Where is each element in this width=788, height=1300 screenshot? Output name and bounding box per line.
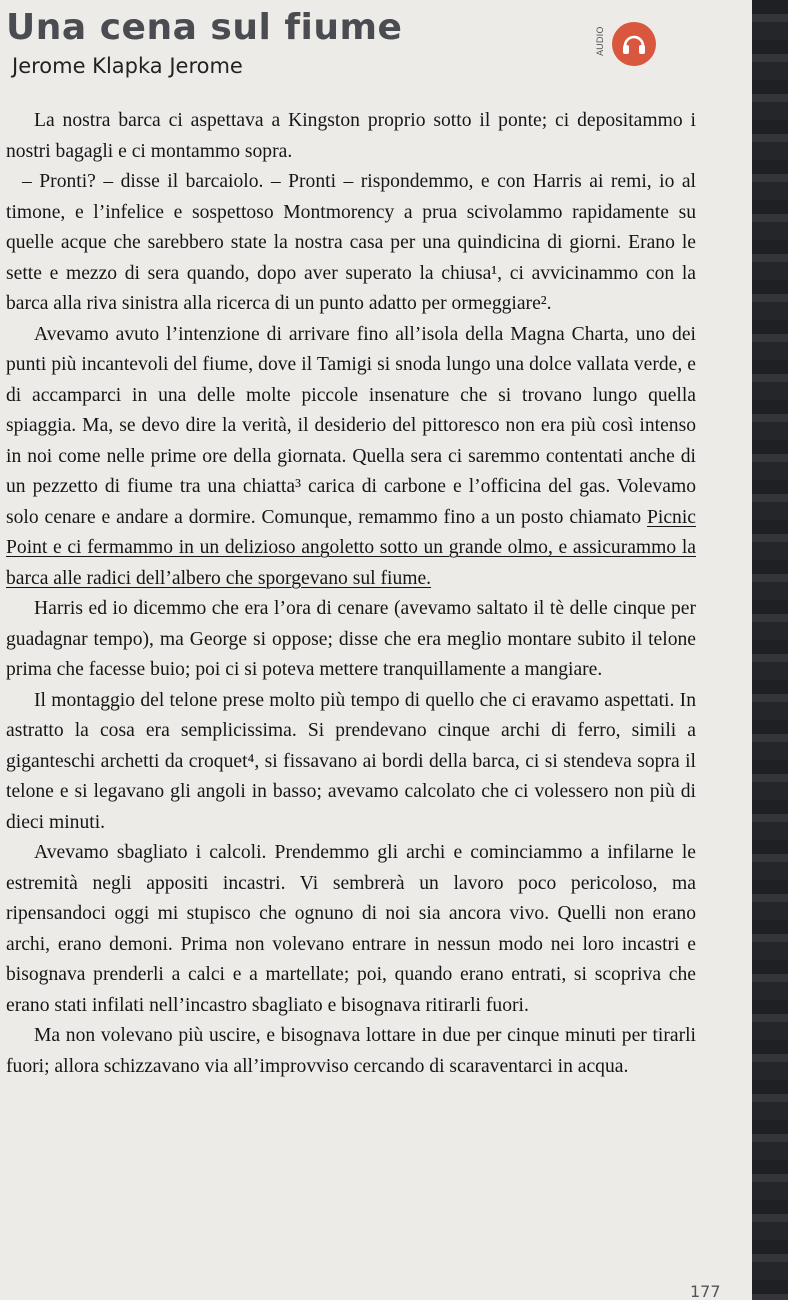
story-text bbox=[6, 106, 696, 1082]
audio-label: AUDIO bbox=[596, 26, 606, 56]
paragraph-3-text: Avevamo avuto l’intenzione di arrivare fino all’isola della Magna Charta, uno dei punti più incantevoli del fiume, dove il Tamigi si snoda lungo una dolce vallata verde, e di accamparci in una delle molte piccole insenature che si trovano lungo quella spiaggia. Ma, se devo dire la verità, il desiderio del pittoresco non era più così intenso in noi come nelle prime ore della giornata. Quella sera ci saremmo contentati anche di un pezzetto di fiume tra una chiatta³ carica di carbone e l’officina del gas. Volevamo solo cenare e andare a dormire. Comunque, remammo fino a un posto chiamato bbox=[6, 323, 696, 528]
paragraph-1: La nostra barca ci aspettava a Kingston proprio sotto il ponte; ci depositammo i nostri bagagli e ci montammo sopra. bbox=[6, 110, 696, 162]
paragraph-3 bbox=[6, 320, 696, 595]
underlined-passage: Picnic Point e ci fermammo in un delizioso angoletto sotto un grande olmo, e assicurammo la barca alle radici dell’albero che sporgevano sul fiume. bbox=[6, 506, 696, 589]
page-number: 177 bbox=[690, 1282, 721, 1300]
paragraph-5: Il montaggio del telone prese molto più tempo di quello che ci eravamo aspettati. In astratto la cosa era semplicissima. Si prendevano cinque archi di ferro, simili a giganteschi archetti da croquet⁴, si fissavano ai bordi della barca, ci si stendeva sopra il telone e si legavano gli angoli in basso; avevamo calcolato che ci volessero non più di dieci minuti. bbox=[6, 689, 696, 833]
background-edge bbox=[752, 0, 788, 1300]
paragraph-6: Avevamo sbagliato i calcoli. Prendemmo gli archi e cominciammo a infilarne le estremità negli appositi incastri. Vi sembrerà un lavoro poco pericoloso, ma ripensandoci oggi mi stupisco che ognuno di noi sia ancora vivo. Quelli non erano archi, erano demoni. Prima non volevano entrare in nessun modo nei loro incastri e bisognava prenderli a calci e a martellate; poi, quando erano entrati, si scopriva che erano stati infilati nell’incastro sbagliato e bisognava ritirarli fuori. bbox=[6, 842, 696, 1016]
paragraph-2: – Pronti? – disse il barcaiolo. – Pronti – rispondemmo, e con Harris ai remi, io al timone, e l’infelice e sospettoso Montmorency a prua scivolammo rapidamente su quelle acque che sarebbero state la nostra casa per una quindicina di giorni. Erano le sette e mezzo di sera quando, dopo aver superato la chiusa¹, ci avvicinammo con la barca alla riva sinistra alla ricerca di un punto adatto per ormeggiare². bbox=[6, 171, 696, 314]
paragraph-4: Harris ed io dicemmo che era l’ora di cenare (avevamo saltato il tè delle cinque per guadagnar tempo), ma George si oppose; disse che era meglio montare subito il telone prima che facesse buio; poi ci si poteva mettere tranquillamente a mangiare. bbox=[6, 598, 696, 680]
paragraph-7: Ma non volevano più uscire, e bisognava lottare in due per cinque minuti per tirarli fuori; allora schizzavano via all’improvviso cercando di scaraventarci in acqua. bbox=[6, 1025, 696, 1077]
headphones-icon[interactable] bbox=[612, 22, 656, 66]
audio-badge[interactable] bbox=[596, 18, 666, 62]
author-name: Jerome Klapka Jerome bbox=[12, 54, 243, 78]
page-title: Una cena sul fiume bbox=[6, 7, 403, 48]
